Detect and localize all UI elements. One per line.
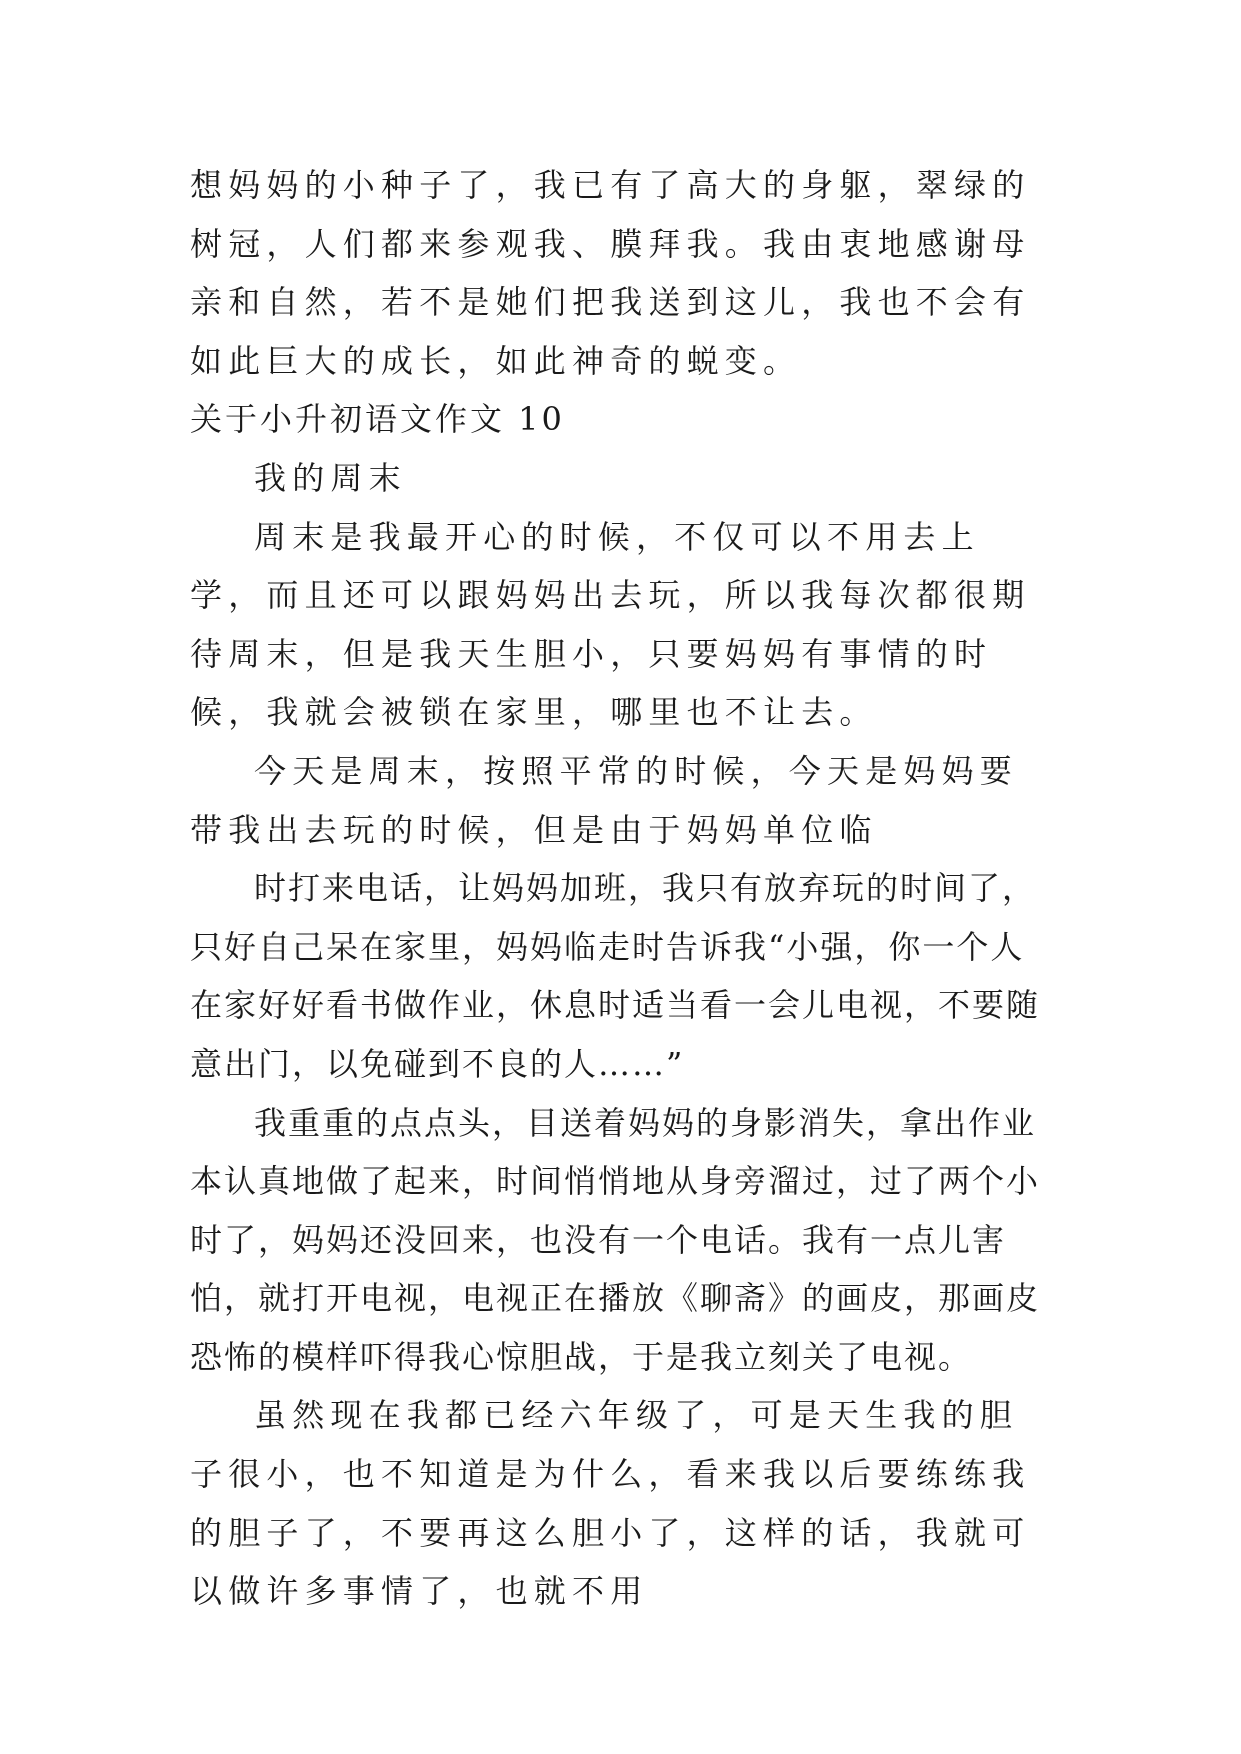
paragraph-5: 虽然现在我都已经六年级了，可是天生我的胆子很小，也不知道是为什么，看来我以后要练练我的胆子了，不要再这么胆小了，这样的话，我就可以做许多事情了，也就不用 <box>190 1396 1031 1611</box>
essay-title: 我的周末 <box>254 458 407 497</box>
continuation-paragraph: 想妈妈的小种子了，我已有了高大的身躯，翠绿的树冠，人们都来参观我、膜拜我。我由衷地感谢母亲和自然，若不是她们把我送到这儿，我也不会有如此巨大的成长，如此神奇的蜕变。 <box>190 166 1031 380</box>
section-heading: 关于小升初语文作文 10 <box>190 400 565 439</box>
document-body <box>190 156 1050 1621</box>
paragraph-1: 周末是我最开心的时候，不仅可以不用去上学，而且还可以跟妈妈出去玩，所以我每次都很期待周末，但是我天生胆小，只要妈妈有事情的时候，我就会被锁在家里，哪里也不让去。 <box>190 517 1031 732</box>
paragraph-2: 今天是周末，按照平常的时候，今天是妈妈要带我出去玩的时候，但是由于妈妈单位临 <box>190 751 1019 849</box>
paragraph-3: 时打来电话，让妈妈加班，我只有放弃玩的时间了，只好自己呆在家里，妈妈临走时告诉我“小强，你一个人在家好好看书做作业，休息时适当看一会儿电视，不要随意出门，以免碰到不良的人……” <box>190 869 1041 1083</box>
paragraph-4: 我重重的点点头，目送着妈妈的身影消失，拿出作业本认真地做了起来，时间悄悄地从身旁溜过，过了两个小时了，妈妈还没回来，也没有一个电话。我有一点儿害怕，就打开电视，电视正在播放《聊斋》的画皮，那画皮恐怖的模样吓得我心惊胆战，于是我立刻关了电视。 <box>190 1103 1041 1376</box>
